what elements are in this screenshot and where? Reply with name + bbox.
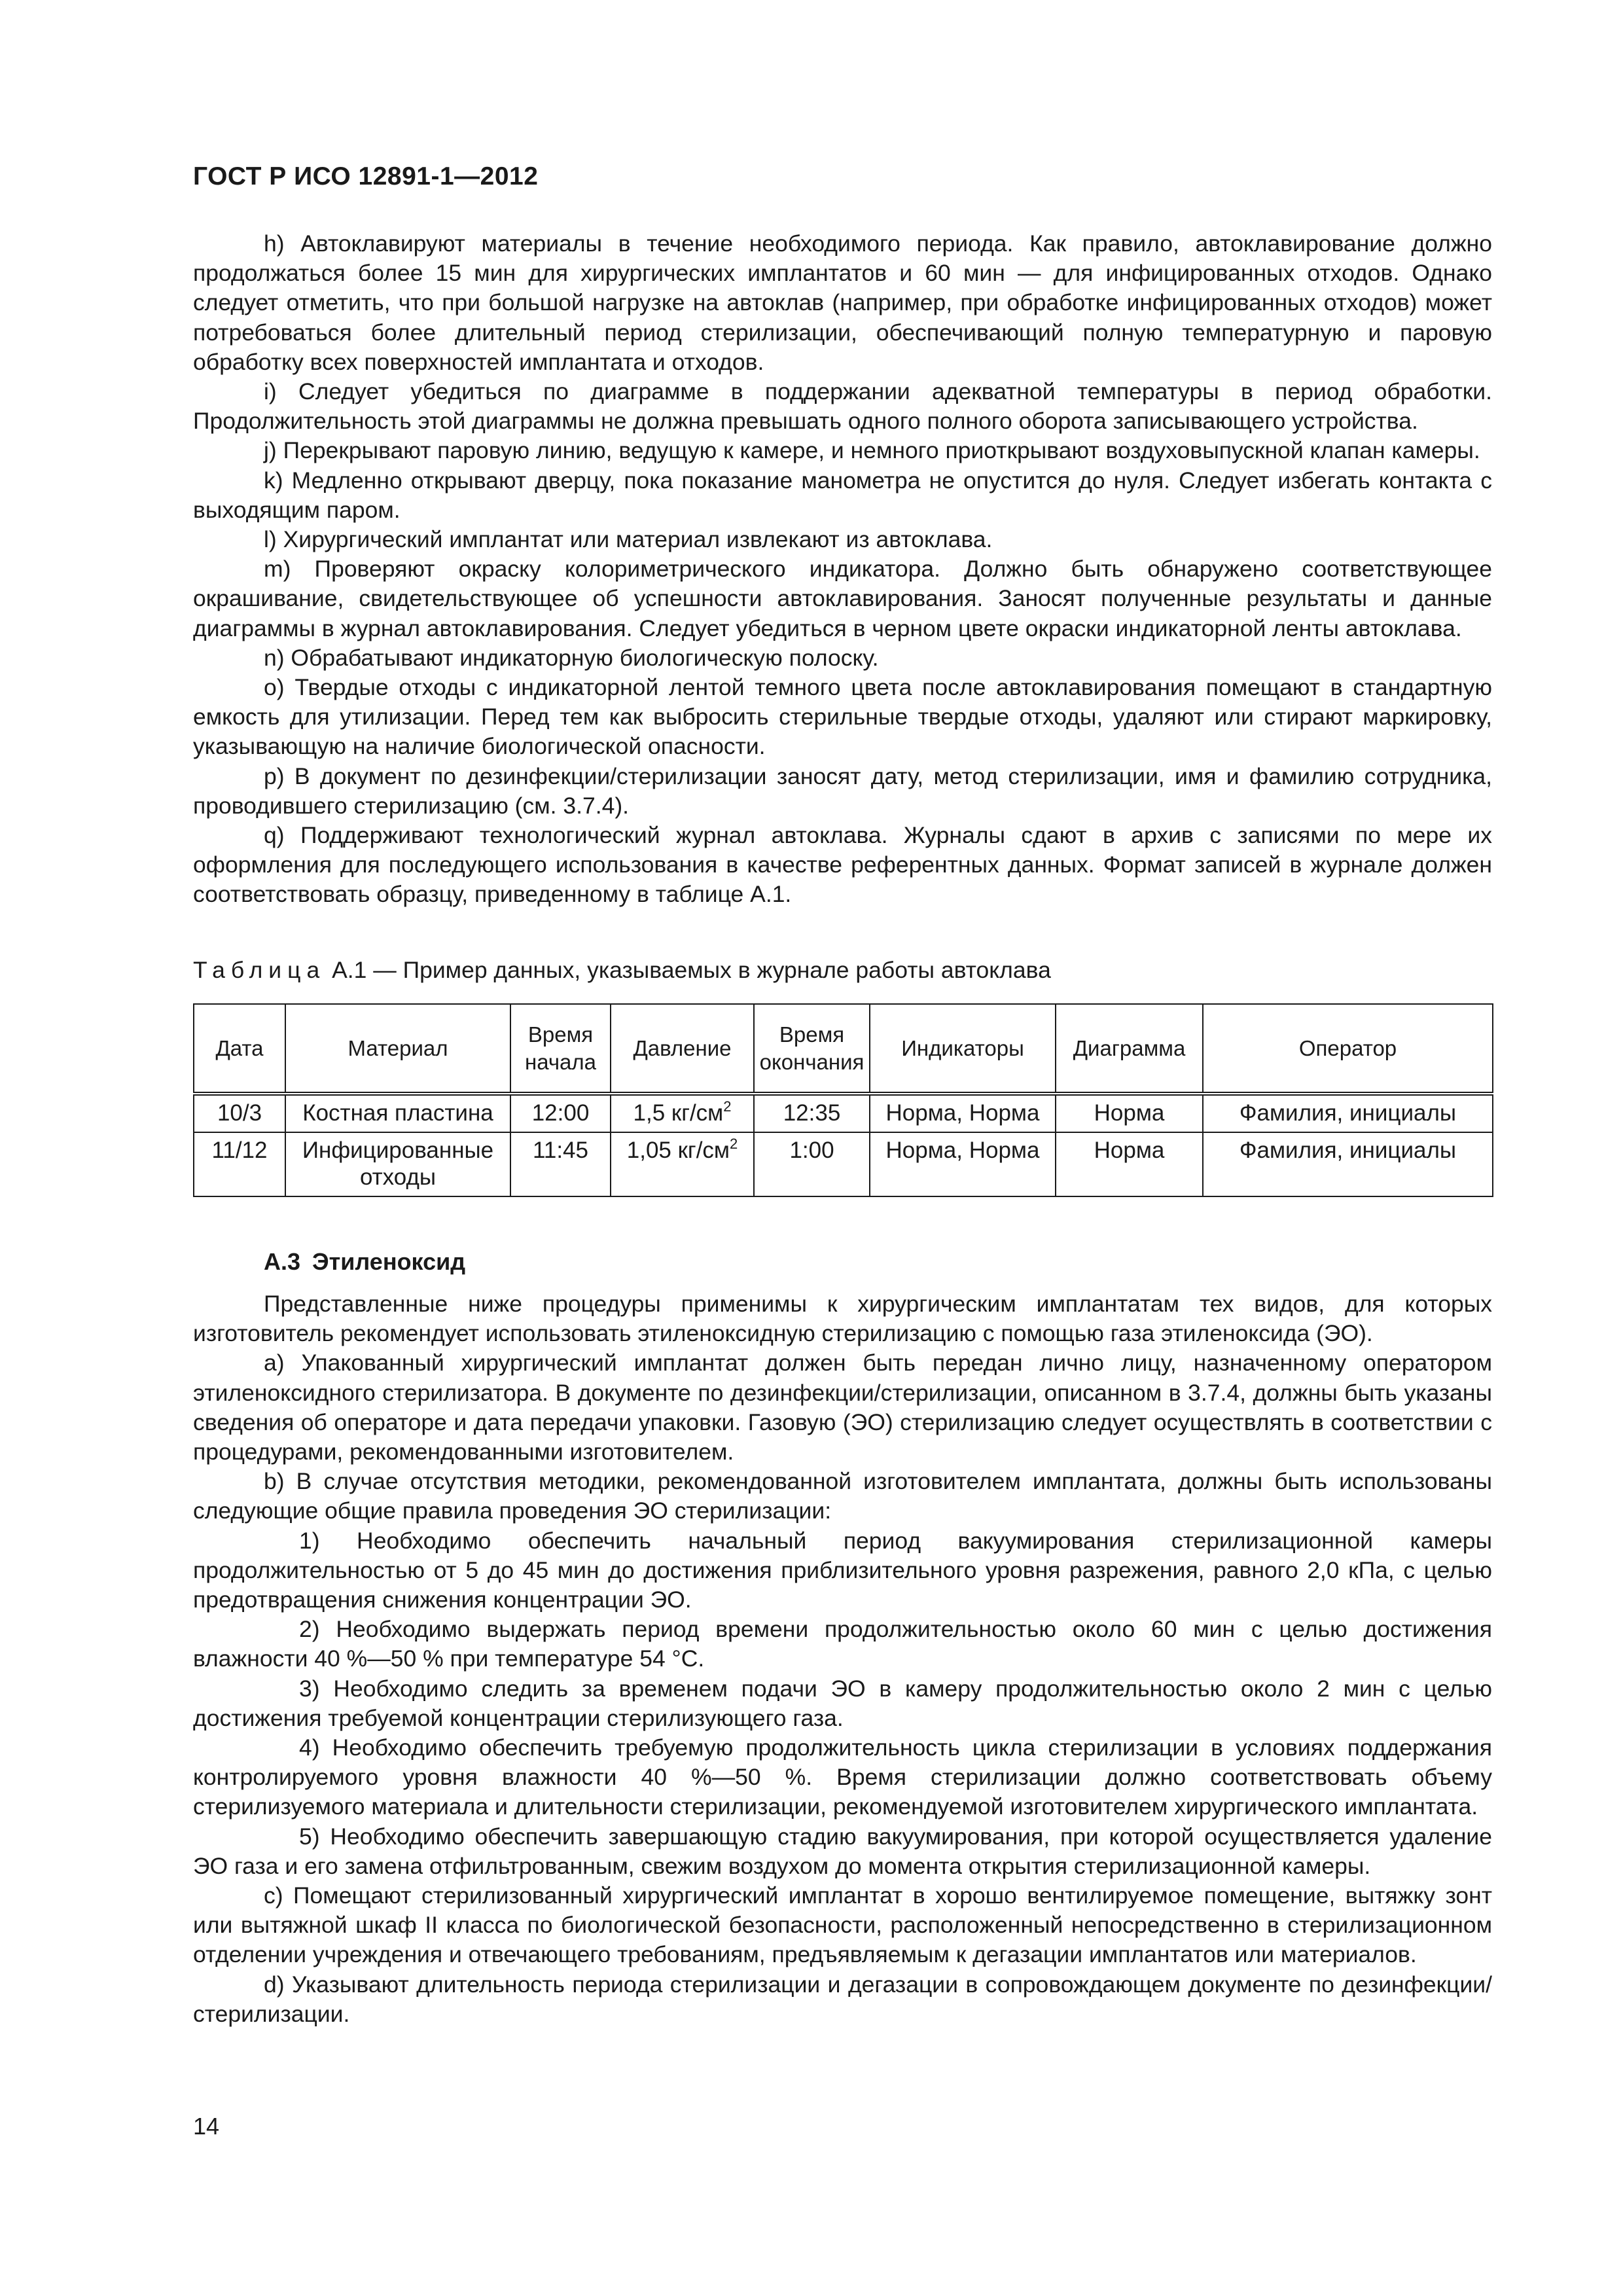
paragraph-o: o) Твердые отходы с индикаторной лентой темного цвета после автоклавирования помещают в стандартную емкость для утилизации. Перед тем как выбросить стерильные твердые отходы, удаляют или стирают маркировку, указывающую на наличие биологической опасности.: [193, 674, 1492, 760]
cell-date: 11/12: [194, 1132, 285, 1196]
cell-material: Инфицированные отходы: [285, 1132, 510, 1196]
table-title: [193, 956, 1492, 985]
column-header: Давление: [611, 1004, 754, 1094]
rule-2: 2) Необходимо выдержать период времени продолжительностью около 60 мин с целью достижения влажности 40 %—50 % при температуре 54 °C.: [193, 1616, 1492, 1672]
table-header-row: [194, 1004, 1493, 1094]
column-header: Оператор: [1203, 1004, 1493, 1094]
rule-4: 4) Необходимо обеспечить требуемую продолжительность цикла стерилизации в условиях поддержания контролируемого уровня влажности 40 %—50 %. Время стерилизации должно соответствовать объему стерилизуемого материала и длительности стерилизации, рекомендуемой изготовителем хирургического имплантата.: [193, 1734, 1492, 1820]
paragraph-h: h) Автоклавируют материалы в течение необходимого периода. Как правило, автоклавирование должно продолжаться более 15 мин для хирургических имплантатов и 60 мин — для инфицированных отходов. Однако следует отметить, что при большой нагрузке на автоклав (например, при обработке инфицированных отходов) может потребоваться более длительный период стерилизации, обеспечивающий полную температурную и паровую обработку всех поверхностей имплантата и отходов.: [193, 230, 1492, 375]
paragraph-j: j) Перекрывают паровую линию, ведущую к камере, и немного приоткрывают воздуховыпускной клапан камеры.: [264, 437, 1480, 464]
paragraph-b: b) В случае отсутствия методики, рекомендованной изготовителем имплантата, должны быть использованы следующие общие правила проведения ЭО стерилизации:: [193, 1468, 1492, 1524]
paragraph-i: i) Следует убедиться по диаграмме в поддержании адекватной температуры в период обработки. Продолжительность этой диаграммы не должна превышать одного полного оборота записывающего устройства.: [193, 378, 1492, 435]
paragraph-k: k) Медленно открывают дверцу, пока показание манометра не опустится до нуля. Следует избегать контакта с выходящим паром.: [193, 467, 1492, 523]
column-header: Дата: [194, 1004, 285, 1094]
cell-start-time: 12:00: [510, 1094, 611, 1132]
paragraph-m: m) Проверяют окраску колориметрического индикатора. Должно быть обнаружено соответствующее окрашивание, свидетельствующее об успешности автоклавирования. Заносят полученные результаты и данные диаграммы в журнал автоклавирования. Следует убедиться в черном цвете окраски индикаторной ленты автоклава.: [193, 556, 1492, 641]
cell-start-time: 11:45: [510, 1132, 611, 1196]
table-row: [194, 1094, 1493, 1132]
page-number: 14: [193, 2113, 220, 2140]
rule-1: 1) Необходимо обеспечить начальный период вакуумирования стерилизационной камеры продолжительностью от 5 до 45 мин до достижения приблизительного уровня разрежения, равного 2,0 кПа, с целью предотвращения снижения концентрации ЭО.: [193, 1527, 1492, 1613]
document-header: ГОСТ Р ИСО 12891-1—2012: [193, 162, 539, 190]
cell-end-time: 1:00: [754, 1132, 870, 1196]
pressure-value: 1,05 кг/см: [626, 1138, 730, 1163]
section-a3: [193, 1247, 1492, 2029]
cell-operator: Фамилия, инициалы: [1203, 1094, 1493, 1132]
cell-indicators: Норма, Норма: [870, 1094, 1056, 1132]
cell-pressure: [611, 1094, 754, 1132]
paragraph-q: q) Поддерживают технологический журнал автоклава. Журналы сдают в архив с записями по мере их оформления для последующего использования в качестве референтных данных. Формат записей в журнале должен соответствовать образцу, приведенному в таблице А.1.: [193, 822, 1492, 908]
paragraph-n: n) Обрабатывают индикаторную биологическую полоску.: [264, 644, 879, 671]
column-header: Время начала: [510, 1004, 611, 1094]
cell-operator: Фамилия, инициалы: [1203, 1132, 1493, 1196]
cell-pressure: [611, 1132, 754, 1196]
table-label: Таблица: [193, 957, 326, 983]
paragraph-a: a) Упакованный хирургический имплантат должен быть передан лично лицу, назначенному оператором этиленоксидного стерилизатора. В документе по дезинфекции/стерилизации, описанном в 3.7.4, должны быть указаны сведения об операторе и дата передачи упаковки. Газовую (ЭО) стерилизацию следует осуществлять в соответствии с процедурами, рекомендованными изготовителем.: [193, 1350, 1492, 1465]
column-header: Материал: [285, 1004, 510, 1094]
column-header: Диаграмма: [1056, 1004, 1203, 1094]
table-row: [194, 1132, 1493, 1196]
cell-material: Костная пластина: [285, 1094, 510, 1132]
pressure-exponent: 2: [723, 1098, 732, 1115]
section-title: Этиленоксид: [312, 1248, 466, 1275]
rule-5: 5) Необходимо обеспечить завершающую стадию вакуумирования, при которой осуществляется удаление ЭО газа и его замена отфильтрованным, свежим воздухом до момента открытия стерилизационной камеры.: [193, 1823, 1492, 1879]
paragraph-p: p) В документ по дезинфекции/стерилизации заносят дату, метод стерилизации, имя и фамилию сотрудника, проводившего стерилизацию (см. 3.7.4).: [193, 762, 1492, 819]
section-heading: [264, 1247, 1492, 1276]
pressure-exponent: 2: [729, 1136, 738, 1152]
cell-date: 10/3: [194, 1094, 285, 1132]
main-text: [193, 229, 1492, 910]
cell-diagram: Норма: [1056, 1132, 1203, 1196]
autoclave-log-table: [193, 1003, 1493, 1197]
paragraph-d: d) Указывают длительность периода стерилизации и дегазации в сопровождающем документе по дезинфекции/стерилизации.: [193, 1971, 1492, 2027]
cell-indicators: Норма, Норма: [870, 1132, 1056, 1196]
cell-end-time: 12:35: [754, 1094, 870, 1132]
section-number: А.3: [264, 1248, 301, 1275]
cell-diagram: Норма: [1056, 1094, 1203, 1132]
table-block: [193, 956, 1492, 1197]
table-caption: А.1 — Пример данных, указываемых в журнале работы автоклава: [332, 957, 1051, 983]
paragraph-c: c) Помещают стерилизованный хирургический имплантат в хорошо вентилируемое помещение, вытяжку зонт или вытяжной шкаф II класса по биологической безопасности, расположенный непосредственно в стерилизационном отделении учреждения и отвечающего требованиям, предъявляемым к дегазации имплантатов или материалов.: [193, 1882, 1492, 1968]
rule-3: 3) Необходимо следить за временем подачи ЭО в камеру продолжительностью около 2 мин с целью достижения требуемой концентрации стерилизующего газа.: [193, 1675, 1492, 1731]
paragraph-l: l) Хирургический имплантат или материал извлекают из автоклава.: [264, 526, 993, 553]
section-intro: Представленные ниже процедуры применимы к хирургическим имплантатам тех видов, для которых изготовитель рекомендует использовать этиленоксидную стерилизацию с помощью газа этиленоксида (ЭО).: [193, 1291, 1492, 1347]
column-header: Время окончания: [754, 1004, 870, 1094]
pressure-value: 1,5 кг/см: [633, 1100, 724, 1126]
column-header: Индикаторы: [870, 1004, 1056, 1094]
